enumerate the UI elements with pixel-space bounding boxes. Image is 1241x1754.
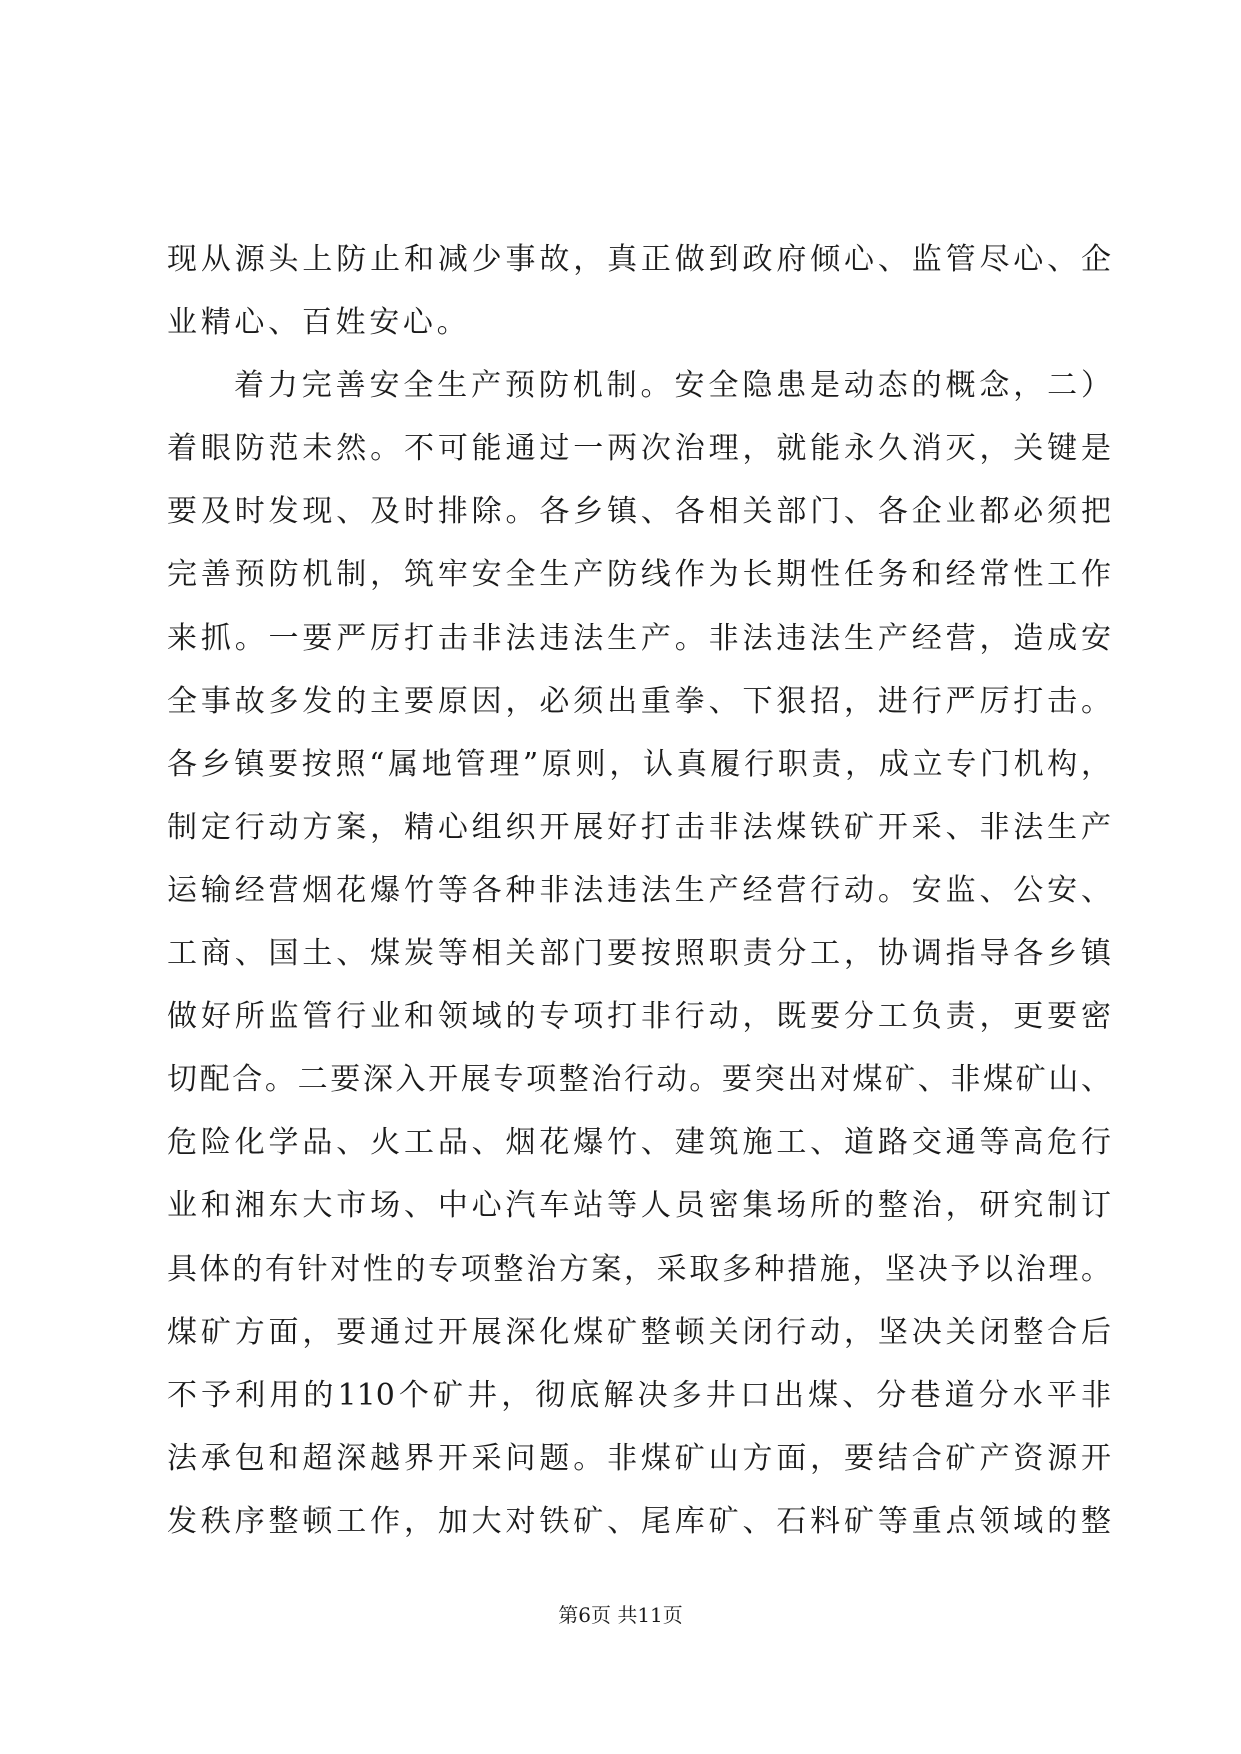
- text-line: 全事故多发的主要原因，必须出重拳、下狠招，进行严厉打击。: [167, 683, 1111, 719]
- paragraph: [167, 354, 1111, 1553]
- text-line: 业和湘东大市场、中心汽车站等人员密集场所的整治，研究制订: [167, 1188, 1111, 1224]
- text-line: 法承包和超深越界开采问题。非煤矿山方面，要结合矿产资源开: [167, 1440, 1111, 1476]
- text-line: 做好所监管行业和领域的专项打非行动，既要分工负责，更要密: [167, 999, 1111, 1035]
- text-line: 要及时发现、及时排除。各乡镇、各相关部门、各企业都必须把: [167, 494, 1111, 530]
- body-text: [167, 228, 1111, 1553]
- text-line: 业精心、百姓安心。: [167, 305, 471, 341]
- text-line: 工商、国土、煤炭等相关部门要按照职责分工，协调指导各乡镇: [167, 936, 1111, 972]
- text-line: 着眼防范未然。不可能通过一两次治理，就能永久消灭，关键是: [167, 431, 1111, 467]
- text-line: 来抓。一要严厉打击非法违法生产。非法违法生产经营，造成安: [167, 620, 1111, 656]
- text-line: 各乡镇要按照“属地管理”原则，认真履行职责，成立专门机构，: [167, 746, 1111, 782]
- text-line: 运输经营烟花爆竹等各种非法违法生产经营行动。安监、公安、: [167, 872, 1111, 908]
- page-number-footer: 第6页 共11页: [558, 1603, 683, 1627]
- text-line: 现从源头上防止和减少事故，真正做到政府倾心、监管尽心、企: [167, 242, 1111, 277]
- text-line: 切配合。二要深入开展专项整治行动。要突出对煤矿、非煤矿山、: [167, 1062, 1111, 1098]
- text-line: 具体的有针对性的专项整治方案，采取多种措施，坚决予以治理。: [167, 1251, 1111, 1287]
- text-line: 煤矿方面，要通过开展深化煤矿整顿关闭行动，坚决关闭整合后: [167, 1314, 1111, 1350]
- text-line: 发秩序整顿工作，加大对铁矿、尾库矿、石料矿等重点领域的整: [167, 1503, 1111, 1539]
- text-line: 完善预防机制，筑牢安全生产防线作为长期性任务和经常性工作: [167, 557, 1111, 593]
- text-line: 制定行动方案，精心组织开展好打击非法煤铁矿开采、非法生产: [167, 809, 1111, 845]
- text-line: 不予利用的110个矿井，彻底解决多井口出煤、分巷道分水平非: [167, 1377, 1111, 1413]
- paragraph: [167, 228, 1111, 354]
- text-line: 危险化学品、火工品、烟花爆竹、建筑施工、道路交通等高危行: [167, 1125, 1111, 1161]
- text-line: 着力完善安全生产预防机制。安全隐患是动态的概念，二）: [234, 368, 1111, 404]
